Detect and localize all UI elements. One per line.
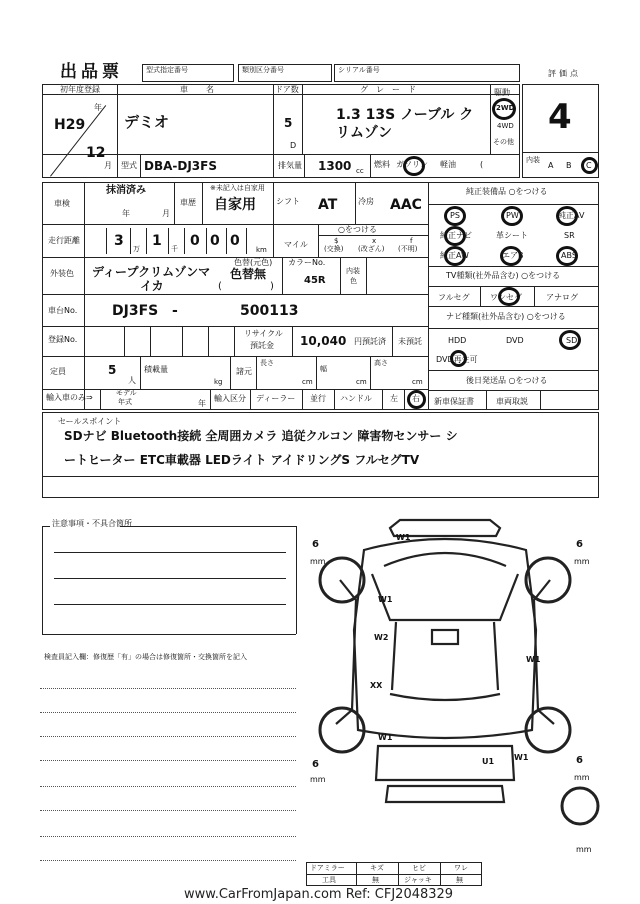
navi-sd-circle: [559, 330, 581, 350]
tv-oneseg[interactable]: ワンセグ: [490, 293, 522, 302]
mileage-digit-4: 0: [210, 233, 220, 249]
caution-label: 注意事項・不具合箇所: [52, 519, 132, 528]
tv-circle: [498, 287, 520, 306]
model-label: 型式: [121, 161, 137, 170]
grade-label: グレード: [360, 85, 424, 94]
interior-color-label1: 内装: [346, 267, 360, 275]
car-name: デミオ: [124, 113, 170, 131]
tire-rl-label: 6: [312, 759, 319, 770]
tire-fr-label: 6: [576, 539, 583, 550]
selling-points-line2: ートヒーター ETC車載器 LEDライト アイドリングS フルセグTV: [64, 453, 420, 467]
history-note: ※未記入は自家用: [210, 184, 265, 192]
repaint-value: 色替無: [230, 267, 267, 281]
repaint-paren-close: ): [270, 281, 274, 292]
mark-w2: W2: [374, 633, 389, 642]
handle-label: ハンドル: [340, 394, 372, 403]
handle-right[interactable]: 右: [412, 394, 420, 403]
grade-eval-label: 評価点: [548, 69, 581, 78]
width-label: 幅: [320, 365, 327, 373]
serial-label: シリアル番号: [338, 66, 380, 74]
form-title: 出品票: [60, 62, 123, 82]
chassis-prefix: DJ3FS: [112, 303, 159, 319]
class-code-label: 類別区分番号: [242, 66, 284, 74]
first-reg-month: 12: [86, 145, 106, 161]
mileage-digit-1: 3: [114, 233, 124, 249]
shaken-value: 抹消済み: [106, 185, 146, 196]
equip-leather[interactable]: 革シート: [496, 231, 528, 240]
shaken-label: 車検: [54, 199, 70, 208]
roof-center: [432, 630, 458, 644]
watermark: www.CarFromJapan.com Ref: CFJ2048329: [184, 887, 454, 902]
mark-w1-bottom: W1: [514, 753, 529, 762]
equip-av-circle: [556, 206, 578, 226]
drive-2wd-circle: [492, 98, 516, 120]
equip-ps[interactable]: PS: [450, 211, 460, 220]
inspector-label: 検査員記入欄：修復歴「有」の場合は修復箇所・交換箇所を記入: [44, 653, 247, 661]
height-label: 高さ: [374, 359, 388, 367]
repaint-paren-open: (: [218, 281, 222, 292]
bt-header-scratch: キズ: [370, 864, 384, 872]
ac-value: AAC: [390, 197, 422, 213]
later-warranty[interactable]: 新車保証書: [434, 397, 474, 406]
import-class-label: 輸入区分: [214, 394, 246, 403]
interior-color-label2: 色: [350, 277, 357, 285]
shaken-month-unit: 月: [162, 209, 170, 218]
history-value: 自家用: [214, 197, 256, 213]
car-diagram: [300, 510, 600, 870]
tire-fl-label: 6: [312, 539, 319, 550]
interior-c[interactable]: C: [586, 161, 592, 170]
dims-label: 諸元: [236, 367, 252, 376]
drive-other[interactable]: その他: [493, 138, 514, 146]
recycle-label2: 預託金: [250, 341, 274, 350]
length-label: 長さ: [260, 359, 274, 367]
chassis-number: 500113: [240, 303, 299, 319]
bt-header-crack: ヒビ: [412, 864, 426, 872]
grade-line1: 1.3 13S ノーブル ク: [336, 107, 474, 123]
tv-analog[interactable]: アナログ: [546, 293, 578, 302]
reg-no-label: 登録No.: [48, 335, 78, 344]
chassis-label: 車台No.: [48, 306, 78, 315]
later-title: 後日発送品 ○をつける: [466, 376, 548, 385]
shaken-year-unit: 年: [122, 209, 130, 218]
import-label: 輸入車のみ⇒: [46, 393, 93, 402]
circle-note: ○をつける: [338, 225, 377, 234]
dvd-circle: [450, 350, 467, 367]
type-code-label: 型式指定番号: [146, 66, 188, 74]
tire-rr-unit: mm: [574, 773, 590, 782]
fuel-diesel[interactable]: 軽油: [440, 160, 456, 169]
color-no-value: 45R: [304, 275, 326, 286]
car-name-label: 車名: [180, 85, 232, 94]
equip-aw[interactable]: 純正AW: [440, 251, 469, 260]
first-reg-year: H29: [54, 117, 86, 133]
later-manual[interactable]: 車両取説: [496, 397, 528, 406]
first-reg-year-unit: 年: [94, 103, 102, 112]
tire-fl-unit: mm: [310, 557, 326, 566]
color-no-label: カラーNo.: [288, 258, 326, 267]
drive-label: 駆動: [494, 88, 510, 97]
repaint-label: 色替(元色): [234, 258, 273, 267]
displacement-value: 1300: [318, 159, 352, 173]
equip-airbag[interactable]: エアB: [502, 251, 524, 260]
import-dealer[interactable]: ディーラー: [256, 394, 296, 403]
doors-unit: D: [290, 141, 297, 150]
windshield: [372, 574, 518, 620]
tv-title: TV種類(社外品含む) ○をつける: [446, 271, 561, 280]
shift-label: シフト: [276, 197, 300, 206]
recycle-not[interactable]: 未預託: [398, 337, 422, 346]
mark-w1-left-lower: W1: [378, 733, 393, 742]
spare-wheel: [562, 788, 598, 824]
import-parallel[interactable]: 並行: [310, 394, 326, 403]
equip-navi-circle: [444, 226, 466, 246]
color-value-line1: ディープクリムゾンマ: [92, 265, 211, 279]
mile-label: マイル: [284, 240, 308, 249]
pillars: [392, 622, 498, 690]
length-cm: cm: [302, 378, 313, 386]
interior-a[interactable]: A: [548, 161, 554, 170]
navi-hdd[interactable]: HDD: [448, 336, 467, 345]
drive-4wd[interactable]: 4WD: [497, 122, 514, 130]
swap-label[interactable]: (交換): [324, 245, 344, 253]
equip-ps-circle: [444, 206, 466, 226]
interior-label: 内装: [526, 156, 540, 164]
mark-u1: U1: [482, 757, 495, 766]
model-year-label1: モデル: [116, 389, 137, 397]
tamper-symbol[interactable]: x: [372, 237, 377, 245]
mark-xx: XX: [370, 681, 383, 690]
equip-sr[interactable]: SR: [564, 231, 575, 240]
mileage-digit-2: 1: [152, 233, 162, 249]
mileage-digit-5: 0: [230, 233, 240, 249]
grade-line2: リムゾン: [336, 125, 392, 141]
equip-airbag-circle: [500, 246, 522, 266]
unknown-label[interactable]: (不明): [398, 245, 418, 253]
bt-val-2: ジャッキ: [404, 876, 432, 884]
selling-points-label: セールスポイント: [58, 417, 122, 426]
mark-w1-left-upper: W1: [378, 595, 393, 604]
navi-sd[interactable]: SD: [566, 336, 578, 345]
mileage-digit-3: 0: [190, 233, 200, 249]
load-label: 積載量: [144, 365, 168, 374]
hood-line: [384, 553, 506, 566]
mileage-man: 万: [133, 245, 140, 253]
rear-bumper: [386, 786, 504, 802]
tv-fullseg[interactable]: フルセグ: [438, 293, 470, 302]
tire-fr-unit: mm: [574, 557, 590, 566]
selling-points-line1: SDナビ Bluetooth接続 全周囲カメラ 追従クルコン 障害物センサー シ: [64, 429, 458, 443]
cc-unit: cc: [356, 167, 364, 175]
capacity-label: 定員: [50, 367, 66, 376]
width-cm: cm: [356, 378, 367, 386]
tamper-label[interactable]: (改ざん): [358, 245, 385, 253]
equip-navi[interactable]: 純正ナビ: [440, 231, 472, 240]
recycle-value: 10,040: [300, 334, 347, 348]
equip-aw-circle: [444, 246, 466, 266]
navi-dvd[interactable]: DVD: [506, 336, 524, 345]
model-year-label2: 年式: [118, 398, 132, 406]
equip-abs-circle: [556, 246, 578, 266]
displacement-label: 排気量: [278, 161, 302, 170]
score-value: 4: [548, 97, 572, 137]
bt-val-1: 無: [372, 876, 379, 884]
first-reg-label: 初年度登録: [60, 85, 100, 94]
mileage-km: km: [256, 246, 267, 254]
color-label: 外装色: [50, 269, 74, 278]
bt-header-mirror: ドアミラー: [310, 864, 345, 872]
mark-w1-top: W1: [396, 533, 411, 542]
capacity-value: 5: [108, 363, 117, 377]
tire-rl-unit: mm: [310, 775, 326, 784]
history-label: 車歴: [180, 198, 196, 207]
model-value: DBA-DJ3FS: [144, 159, 217, 173]
tire-spare-unit: mm: [576, 845, 592, 854]
navi-title: ナビ種類(社外品含む) ○をつける: [446, 312, 566, 321]
equip-av[interactable]: 純正AV: [558, 211, 585, 220]
shift-value: AT: [318, 197, 338, 213]
equip-pw-circle: [501, 206, 523, 226]
first-reg-month-unit: 月: [104, 161, 112, 170]
load-kg: kg: [214, 378, 223, 386]
equip-abs[interactable]: ABS: [561, 251, 577, 260]
capacity-unit: 人: [128, 376, 136, 385]
equip-pw[interactable]: PW: [506, 211, 519, 220]
chassis-dash: -: [172, 303, 178, 319]
recycle-label1: リサイクル: [244, 329, 283, 338]
doors-label: ドア数: [275, 85, 299, 94]
doors-value: 5: [284, 116, 293, 130]
bt-row-label: 工具: [322, 876, 336, 884]
genuine-title: 純正装備品 ○をつける: [466, 187, 548, 196]
import-year-unit: 年: [198, 399, 206, 408]
height-cm: cm: [412, 378, 423, 386]
unknown-symbol[interactable]: f: [410, 237, 413, 245]
interior-b[interactable]: B: [566, 161, 572, 170]
recycle-deposited[interactable]: 円預託済: [354, 337, 386, 346]
fuel-paren: (: [480, 160, 484, 169]
mark-w1-right: W1: [526, 655, 541, 664]
tire-rr-label: 6: [576, 755, 583, 766]
handle-circle: [407, 390, 426, 409]
handle-left[interactable]: 左: [390, 394, 398, 403]
color-value-line2: イカ: [140, 279, 164, 293]
interior-circle: [581, 157, 598, 174]
mileage-label: 走行距離: [48, 236, 80, 245]
mileage-sen: 千: [171, 245, 178, 253]
fuel-gasoline[interactable]: ガソリン: [396, 160, 428, 169]
bt-val-3: 無: [456, 876, 463, 884]
dvd-playback[interactable]: DVD再生可: [436, 355, 478, 364]
drive-2wd[interactable]: 2WD: [496, 104, 515, 112]
swap-symbol[interactable]: $: [334, 237, 339, 245]
rear-window: [390, 694, 500, 700]
wheel-front-right: [526, 558, 570, 602]
bt-header-break: ワレ: [454, 864, 468, 872]
wheel-front-left: [320, 558, 364, 602]
ac-label: 冷房: [358, 197, 374, 206]
fuel-label: 燃料: [374, 160, 390, 169]
fuel-circle: [403, 156, 425, 176]
